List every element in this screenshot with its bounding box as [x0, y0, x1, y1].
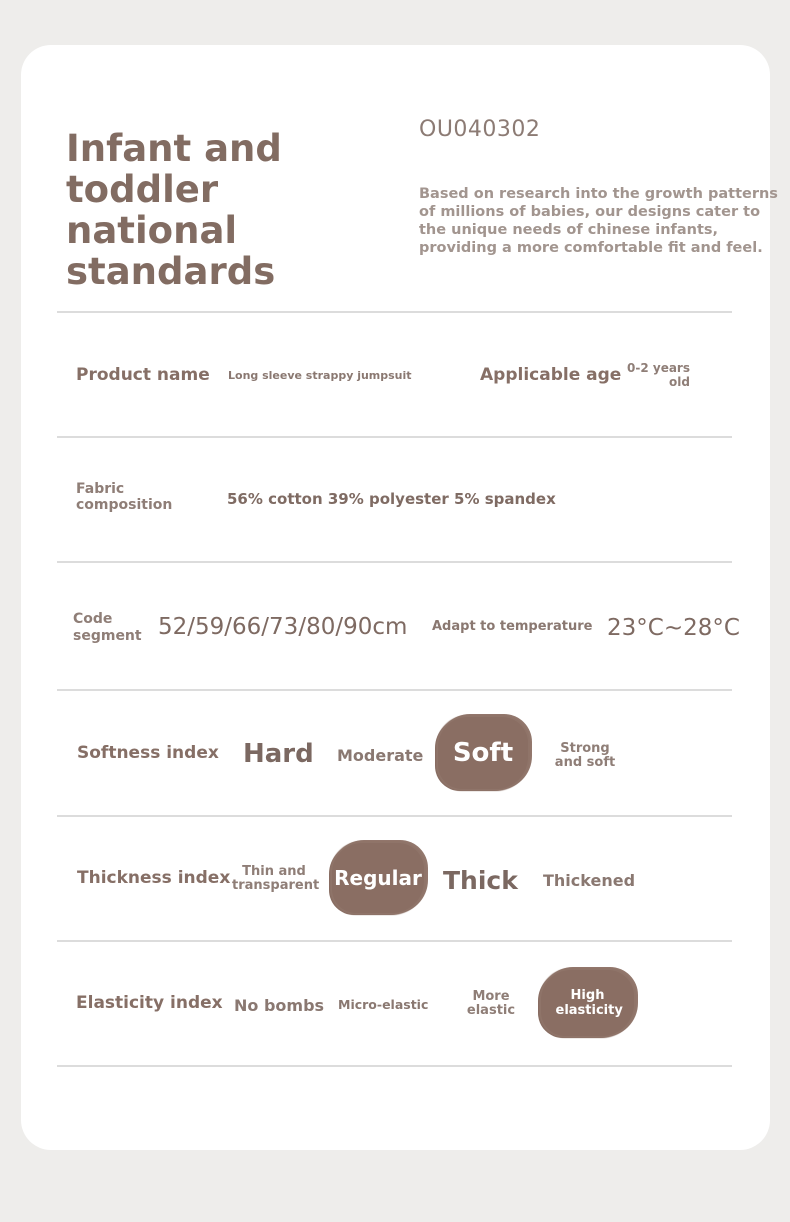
product-code: OU040302: [419, 117, 541, 142]
divider: [57, 311, 732, 313]
description: Based on research into the growth patterns of millions of babies, our designs cater to the unique needs of chinese infants, providing a more comfortable fit and feel.: [419, 186, 778, 256]
elasticity-option-high-elasticity-selected: [541, 970, 634, 1036]
product-name-label: Product name: [76, 365, 210, 385]
thickness-index-label: Thickness index: [77, 868, 231, 888]
elasticity-option-more-elastic: More elastic: [466, 989, 516, 1018]
divider: [57, 815, 732, 817]
thickness-option-thick: Thick: [443, 866, 518, 895]
temperature-label: Adapt to temperature: [432, 619, 593, 634]
applicable-age-value: 0-2 years old: [627, 361, 690, 389]
code-segment-label: Code segment: [73, 611, 142, 644]
thickness-option-thin-and-transparent: Thin and transparent: [232, 864, 320, 893]
fabric-composition-value: 56% cotton 39% polyester 5% spandex: [227, 490, 556, 508]
thickness-selected-label: Regular: [334, 866, 422, 890]
divider: [57, 689, 732, 691]
softness-option-soft-selected: [438, 717, 528, 789]
elasticity-index-label: Elasticity index: [76, 993, 223, 1013]
temperature-value: 23°C~28°C: [607, 615, 740, 641]
softness-option-moderate: Moderate: [337, 746, 424, 765]
elasticity-option-no-bombs: No bombs: [234, 996, 325, 1015]
divider: [57, 561, 732, 563]
elasticity-option-micro-elastic: Micro-elastic: [338, 997, 429, 1012]
product-name-value: Long sleeve strappy jumpsuit: [228, 369, 412, 382]
thickness-option-thickened: Thickened: [543, 871, 636, 890]
divider: [57, 940, 732, 942]
thickness-option-regular-selected: [332, 843, 424, 913]
softness-option-hard: Hard: [243, 739, 314, 769]
softness-index-label: Softness index: [77, 743, 219, 763]
divider: [57, 436, 732, 438]
code-segment-value: 52/59/66/73/80/90cm: [158, 614, 408, 640]
elasticity-selected-label: High elasticity: [555, 988, 623, 1018]
softness-option-strong-and-soft: Strong and soft: [554, 741, 616, 770]
fabric-composition-label: Fabric composition: [76, 481, 173, 513]
applicable-age-label: Applicable age: [480, 365, 622, 385]
page-title: Infant and toddler national standards: [66, 127, 282, 293]
softness-selected-label: Soft: [452, 738, 514, 768]
divider: [57, 1065, 732, 1067]
